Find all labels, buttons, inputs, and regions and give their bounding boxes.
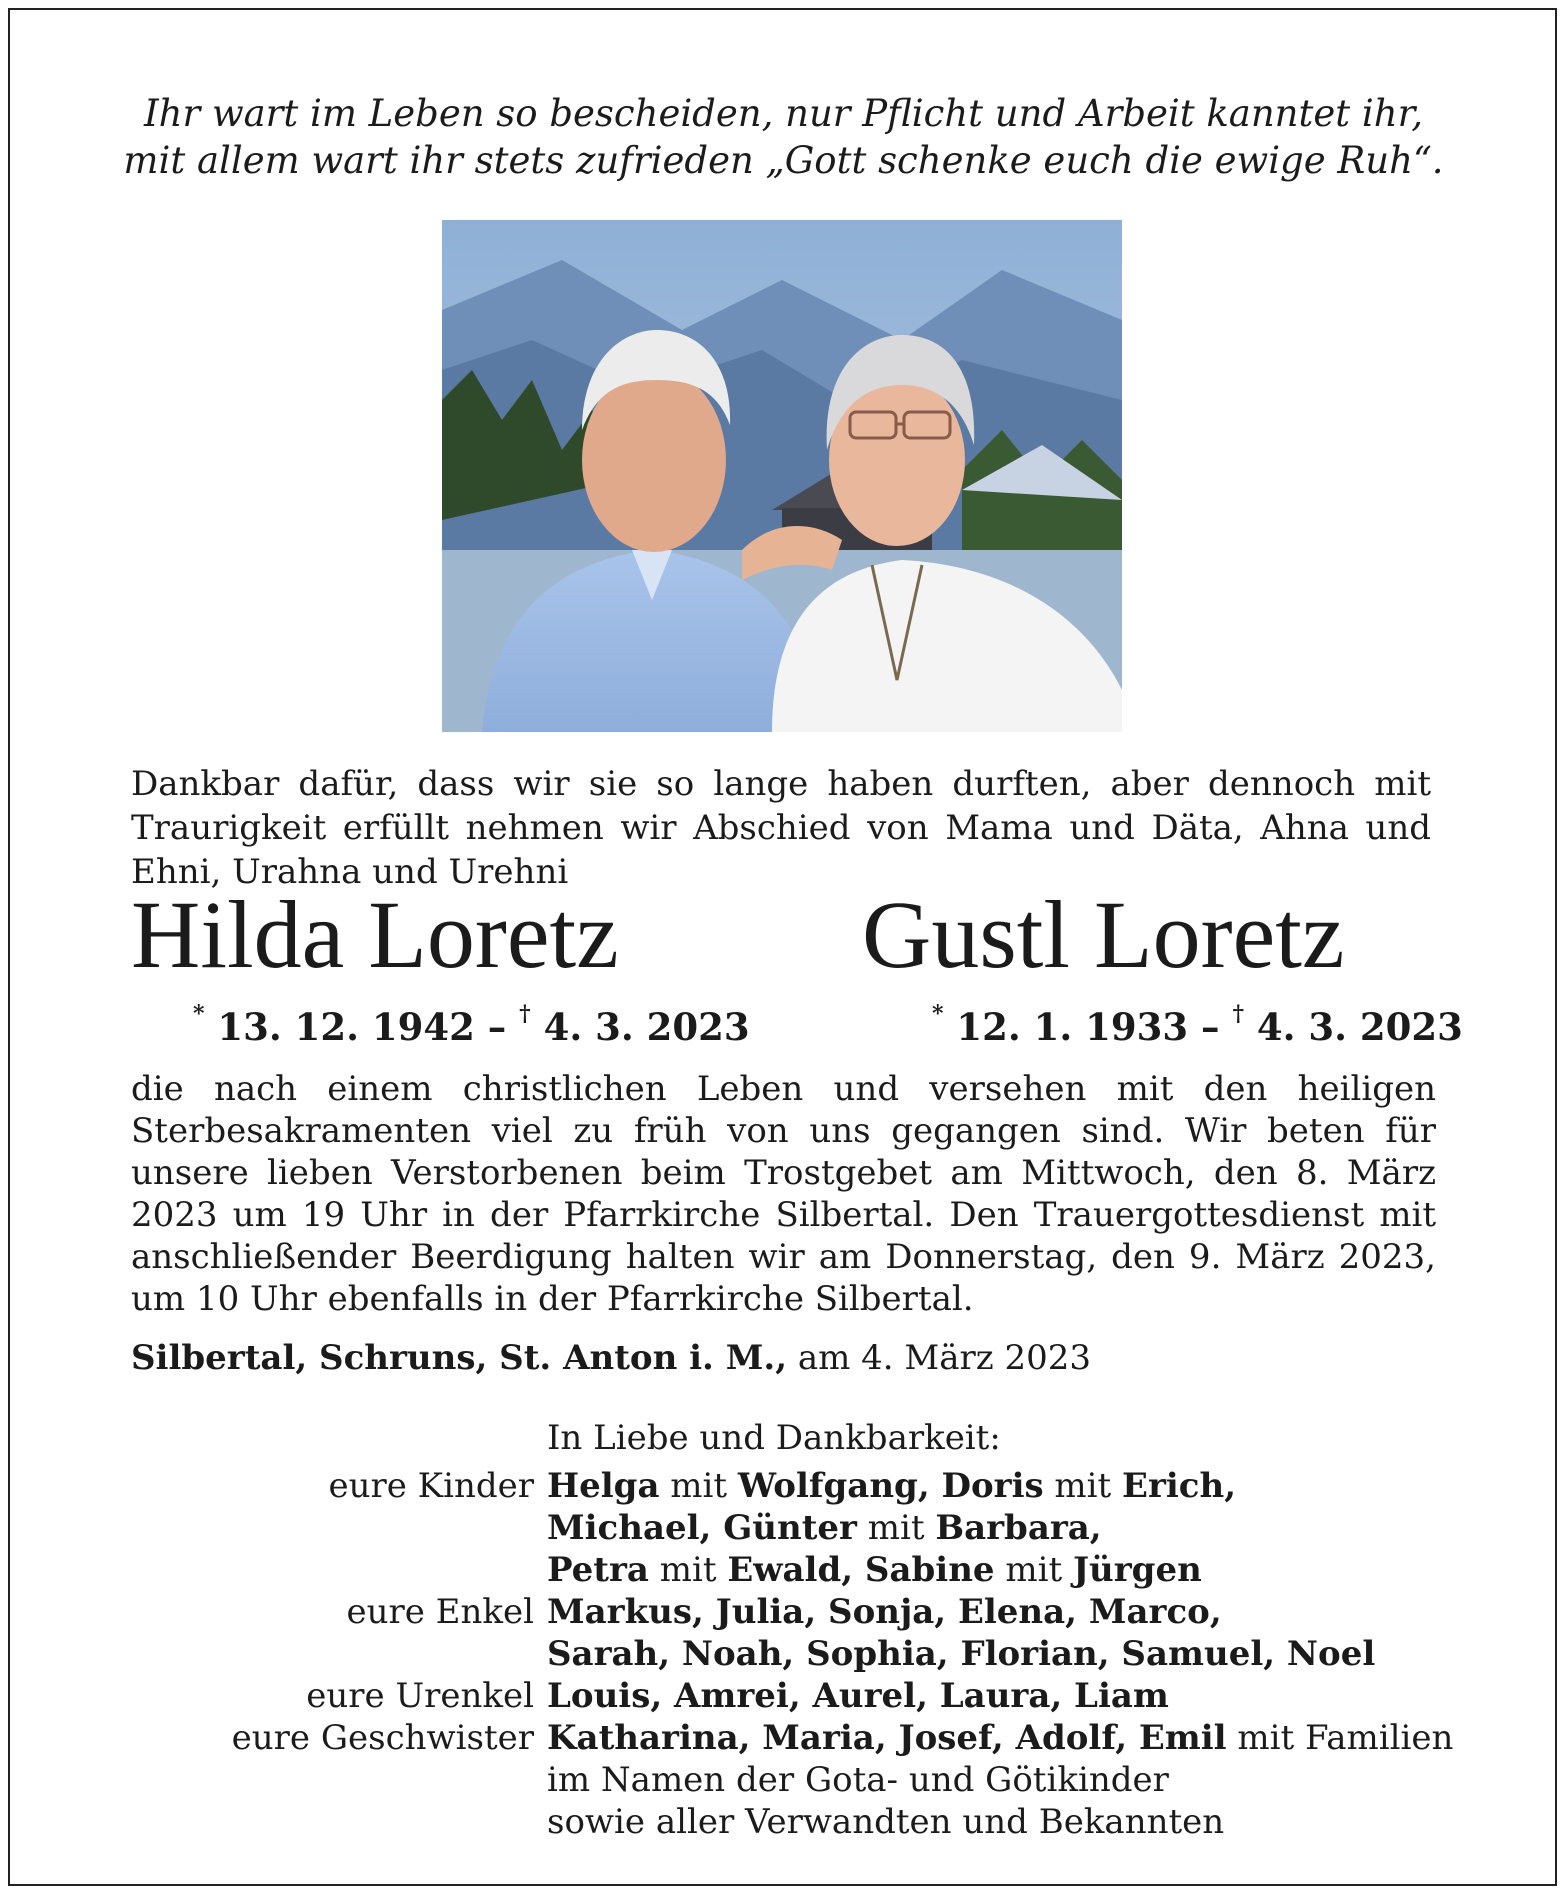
family-row	[0, 1465, 1567, 1507]
birth-symbol: *	[193, 1000, 205, 1027]
poem-line-2: mit allem wart ihr stets zufrieden „Gott schenke euch die ewige Ruh“.	[123, 139, 1444, 182]
family-row	[0, 1717, 1567, 1759]
family-row	[0, 1549, 1567, 1591]
birth-date-1: 13. 12. 1942	[217, 1005, 475, 1049]
birth-date-2: 12. 1. 1933	[956, 1005, 1189, 1049]
label-kinder: eure Kinder	[328, 1466, 534, 1506]
family-row	[0, 1759, 1567, 1801]
family-row	[0, 1801, 1567, 1843]
place-and-date	[131, 1338, 1091, 1378]
geschwister-line: Katharina, Maria, Josef, Adolf, Emil mit Familien	[547, 1718, 1454, 1758]
label-urenkel: eure Urenkel	[306, 1676, 534, 1716]
death-date-1: 4. 3. 2023	[543, 1005, 750, 1049]
deceased-dates-2	[932, 1000, 1463, 1049]
birth-symbol: *	[932, 1000, 944, 1027]
intro-text: Dankbar dafür, dass wir sie so lange haben durften, aber dennoch mit Traurigkeit erfüllt nehmen wir Abschied von Mama und Däta, Ahna und Ehni, Urahna und Urehni	[131, 764, 1431, 892]
enkel-line-2: Sarah, Noah, Sophia, Florian, Samuel, Noel	[547, 1634, 1376, 1674]
enkel-line-1: Markus, Julia, Sonja, Elena, Marco,	[547, 1592, 1222, 1632]
deceased-name-1: Hilda Loretz	[131, 881, 619, 988]
gota-line: im Namen der Gota- und Götikinder	[547, 1760, 1169, 1800]
family-row	[0, 1633, 1567, 1675]
death-date-2: 4. 3. 2023	[1256, 1005, 1463, 1049]
family-row	[0, 1507, 1567, 1549]
date-dash: –	[1201, 1005, 1220, 1049]
date-dash: –	[487, 1005, 507, 1049]
poem-line-1: Ihr wart im Leben so bescheiden, nur Pflicht und Arbeit kanntet ihr,	[144, 92, 1423, 135]
deceased-dates-1	[193, 1000, 750, 1049]
death-symbol: †	[1232, 1000, 1244, 1027]
kinder-line-2: Michael, Günter mit Barbara,	[547, 1508, 1102, 1548]
thanks-heading: In Liebe und Dankbarkeit:	[547, 1418, 1001, 1458]
verwandte-line: sowie aller Verwandten und Bekannten	[547, 1802, 1225, 1842]
death-symbol: †	[519, 1000, 531, 1027]
notice-date: am 4. März 2023	[797, 1338, 1092, 1378]
label-enkel: eure Enkel	[346, 1592, 534, 1632]
couple-photo	[442, 220, 1122, 732]
photo-illustration	[442, 220, 1122, 732]
family-row	[0, 1675, 1567, 1717]
place-names: Silbertal, Schruns, St. Anton i. M.,	[131, 1338, 788, 1378]
family-list	[0, 1465, 1567, 1843]
poem	[0, 90, 1567, 184]
deceased-name-2: Gustl Loretz	[862, 881, 1345, 988]
label-geschwister: eure Geschwister	[231, 1718, 534, 1758]
funeral-details: die nach einem christlichen Leben und versehen mit den heiligen Sterbesakramenten viel zu früh von uns gegangen sind. Wir beten für unsere lieben Verstorbenen beim Trostgebet am Mittwoch, den 8. März 2023 um 19 Uhr in der Pfarrkirche Silbertal. Den Trauergottesdienst mit anschließender Beerdigung halten wir am Donnerstag, den 9. März 2023, um 10 Uhr ebenfalls in der Pfarrkirche Silbertal.	[131, 1069, 1436, 1319]
family-row	[0, 1591, 1567, 1633]
kinder-line-1: Helga mit Wolfgang, Doris mit Erich,	[547, 1466, 1237, 1506]
urenkel-line: Louis, Amrei, Aurel, Laura, Liam	[547, 1676, 1169, 1716]
kinder-line-3: Petra mit Ewald, Sabine mit Jürgen	[547, 1550, 1202, 1590]
